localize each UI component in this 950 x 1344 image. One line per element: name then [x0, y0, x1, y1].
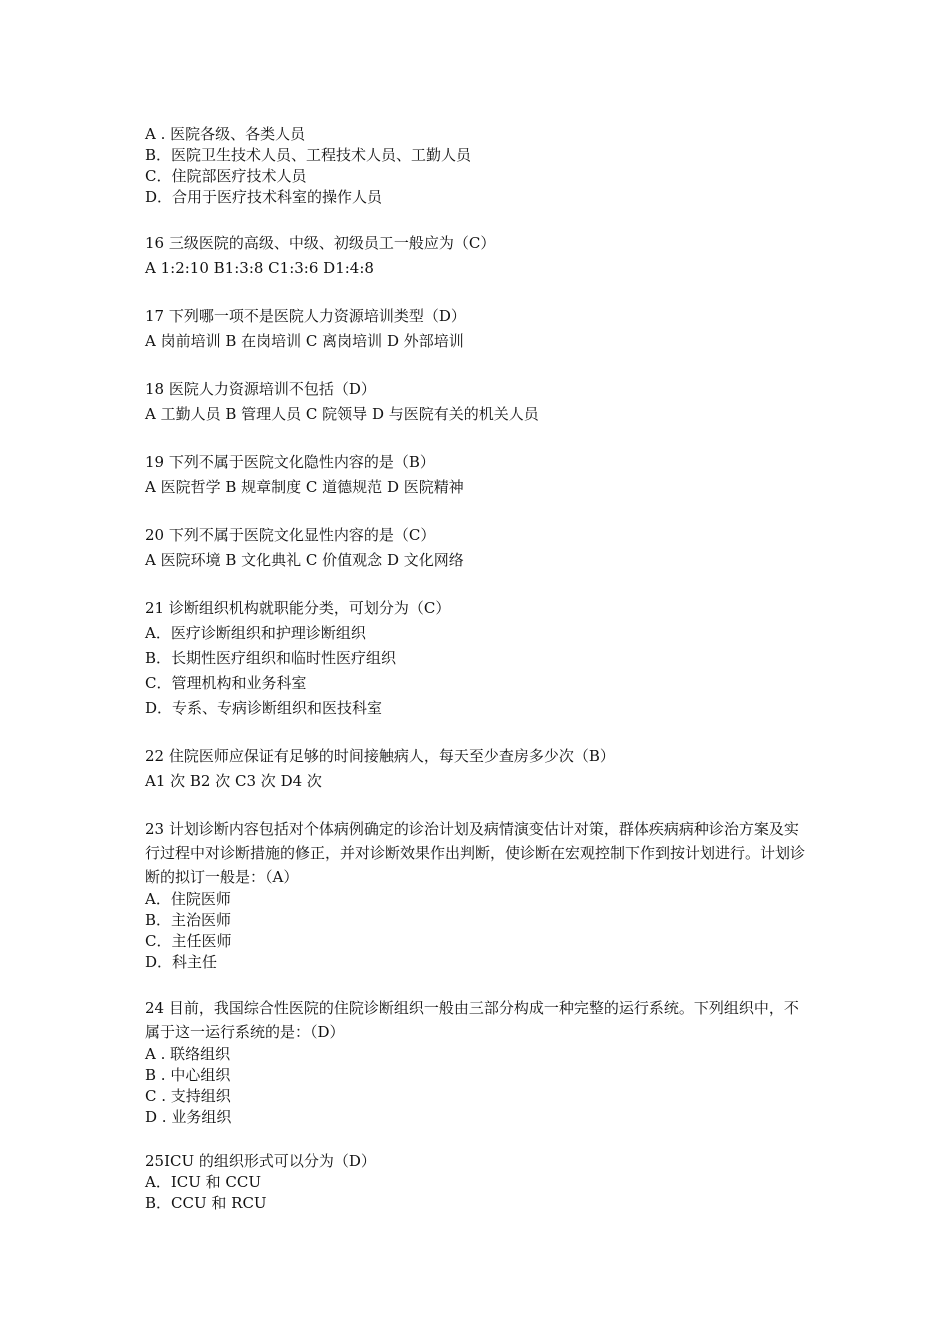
option-a: A．住院医师	[145, 890, 231, 908]
option-a: A . 医院各级、各类人员	[145, 125, 306, 143]
option-a: A．ICU 和 CCU	[145, 1173, 262, 1191]
option-b: B．长期性医疗组织和临时性医疗组织	[145, 649, 397, 667]
question-22	[145, 744, 810, 794]
question-text: 24 目前，我国综合性医院的住院诊断组织一般由三部分构成一种完整的运行系统。下列组织中，不属于这一运行系统的是：（D）	[145, 999, 799, 1041]
question-25	[145, 1151, 810, 1214]
question-17	[145, 304, 810, 354]
question-text: 23 计划诊断内容包括对个体病例确定的诊治计划及病情演变估计对策，群体疾病病种诊治方案及实行过程中对诊断措施的修正，并对诊断效果作出判断，使诊断在宏观控制下作到按计划进行。计划诊断的拟订一般是：（A）	[145, 820, 806, 886]
option-b: B . 中心组织	[145, 1066, 231, 1084]
question-options: A 医院哲学 B 规章制度 C 道德规范 D 医院精神	[145, 478, 464, 496]
option-b: B．医院卫生技术人员、工程技术人员、工勤人员	[145, 146, 472, 164]
question-18	[145, 377, 810, 427]
question-20	[145, 523, 810, 573]
option-d: D．科主任	[145, 953, 218, 971]
question-options: A 医院环境 B 文化典礼 C 价值观念 D 文化网络	[145, 551, 464, 569]
option-d: D . 业务组织	[145, 1108, 232, 1126]
option-d: D．专系、专病诊断组织和医技科室	[145, 699, 383, 717]
question-options: A 工勤人员 B 管理人员 C 院领导 D 与医院有关的机关人员	[145, 405, 539, 423]
option-c: C．主任医师	[145, 932, 232, 950]
question-23	[145, 817, 810, 973]
question-24	[145, 996, 810, 1128]
option-c: C . 支持组织	[145, 1087, 231, 1105]
question-16	[145, 231, 810, 281]
option-b: B．CCU 和 RCU	[145, 1194, 267, 1212]
option-a: A . 联络组织	[145, 1045, 231, 1063]
question-options: A1 次 B2 次 C3 次 D4 次	[145, 772, 322, 790]
question-text: 18 医院人力资源培训不包括（D）	[145, 380, 376, 398]
question-text: 22 住院医师应保证有足够的时间接触病人，每天至少查房多少次（B）	[145, 747, 615, 765]
q15-options	[145, 124, 810, 208]
option-c: C．住院部医疗技术人员	[145, 167, 307, 185]
question-options: A 岗前培训 B 在岗培训 C 离岗培训 D 外部培训	[145, 332, 464, 350]
question-text: 21 诊断组织机构就职能分类，可划分为（C）	[145, 599, 451, 617]
option-a: A．医疗诊断组织和护理诊断组织	[145, 624, 366, 642]
question-21	[145, 596, 810, 721]
question-text: 20 下列不属于医院文化显性内容的是（C）	[145, 526, 436, 544]
question-text: 17 下列哪一项不是医院人力资源培训类型（D）	[145, 307, 466, 325]
question-options: A 1:2:10 B1:3:8 C1:3:6 D1:4:8	[145, 259, 374, 277]
option-c: C．管理机构和业务科室	[145, 674, 307, 692]
question-text: 19 下列不属于医院文化隐性内容的是（B）	[145, 453, 435, 471]
option-b: B．主治医师	[145, 911, 232, 929]
question-text: 25ICU 的组织形式可以分为（D）	[145, 1152, 376, 1170]
question-text: 16 三级医院的高级、中级、初级员工一般应为（C）	[145, 234, 496, 252]
document-page	[145, 124, 810, 1214]
option-d: D．合用于医疗技术科室的操作人员	[145, 188, 383, 206]
question-19	[145, 450, 810, 500]
